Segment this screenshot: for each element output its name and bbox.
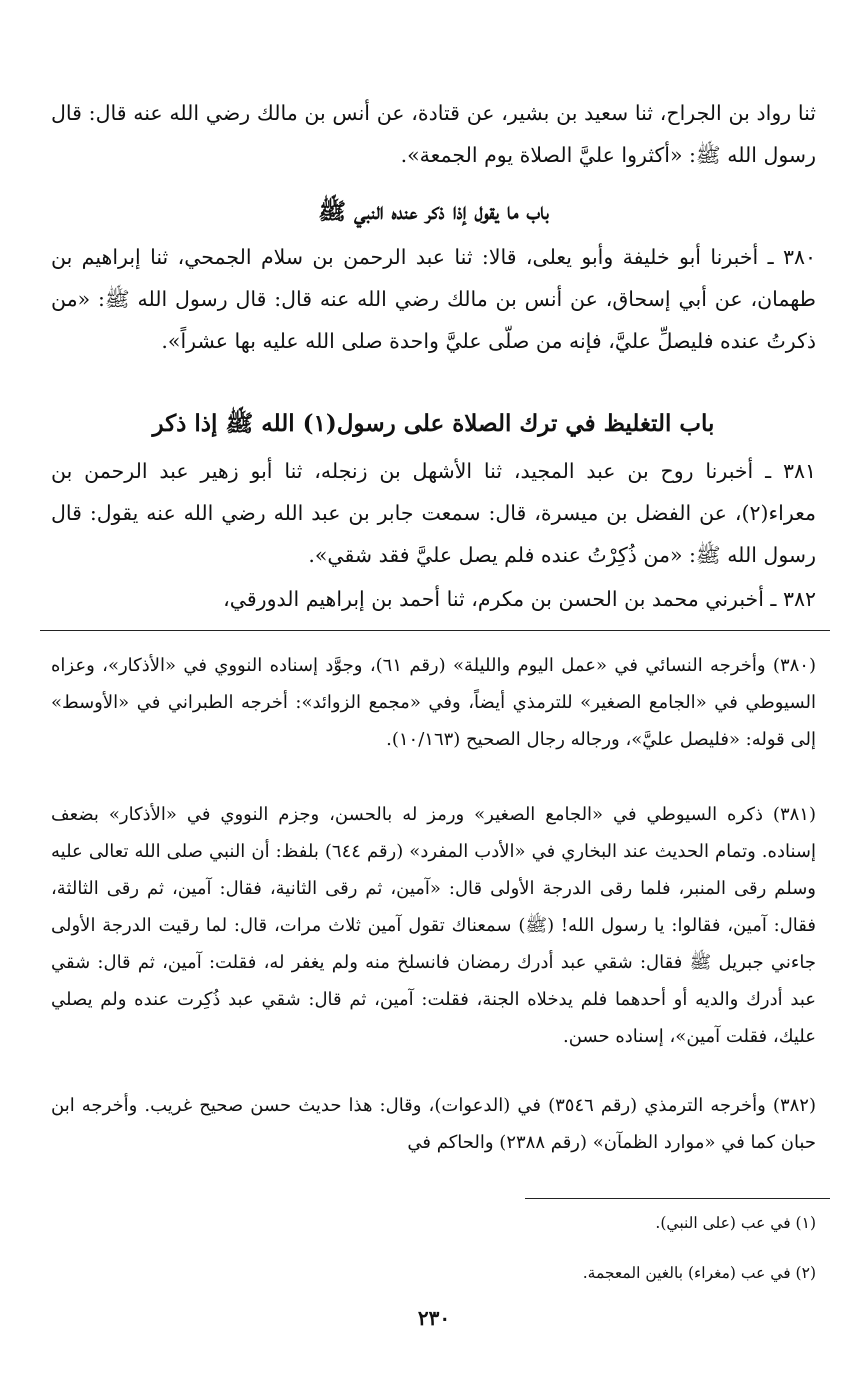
chapter-heading-1: باب ما يقول إذا ذكر عنده النبي ﷺ <box>318 198 549 225</box>
intro-paragraph: ثنا رواد بن الجراح، ثنا سعيد بن بشير، عن قتادة، عن أنس بن مالك رضي الله عنه قال: قال رسول الله ﷺ: «أكثروا عليَّ الصلاة يوم الجمعة». <box>51 101 816 167</box>
hadith-382: ٣٨٢ ـ أخبرني محمد بن الحسن بن مكرم، ثنا أحمد بن إبراهيم الدورقي، <box>223 587 816 611</box>
footnote-2: (٢) في عب (مغراء) بالغين المعجمة. <box>582 1264 816 1282</box>
page-number: ٢٣٠ <box>417 1306 451 1330</box>
note-381: (٣٨١) ذكره السيوطي في «الجامع الصغير» ورمز له بالحسن، وجزم النووي في «الأذكار» بضعف إسناده. وتمام الحديث عند البخاري في «الأدب المفرد» (رقم ٦٤٤) بلفظ: أن النبي صلى الله تعالى عليه وسلم رقى المنبر، فلما رقى الدرجة الأولى قال: «آمين، ثم رقى الثانية، فقال: آمين، ثم رقى الثالثة، فقال: آمين، فقالوا: يا رسول الله! (ﷺ) سمعناك تقول آمين ثلاث مرات، قال: لما رقيت الدرجة الأولى جاءني جبريل ﷺ فقال: شقي عبد أدرك رمضان فانسلخ منه ولم يغفر له، فقلت: آمين، ثم قال: شقي عبد أدرك والديه أو أحدهما فلم يدخلاه الجنة، فقلت: آمين، ثم قال: شقي عبد ذُكِرت عنده ولم يصلي عليك، فقلت آمين»، إسناده حسن. <box>51 804 817 1047</box>
hadith-380: ٣٨٠ ـ أخبرنا أبو خليفة وأبو يعلى، قالا: ثنا عبد الرحمن بن سلام الجمحي، ثنا إبراهيم بن طهمان، عن أبي إسحاق، عن أنس بن مالك رضي الله عنه قال: قال رسول الله ﷺ: «من ذكرتُ عنده فليصلِّ عليَّ، فإنه من صلّى عليَّ واحدة صلى الله عليه بها عشراً». <box>51 245 816 353</box>
footnotes-divider <box>525 1198 830 1199</box>
hadith-381: ٣٨١ ـ أخبرنا روح بن عبد المجيد، ثنا الأشهل بن زنجله، ثنا أبو زهير عبد الرحمن بن معراء(٢)، عن الفضل بن ميسرة، قال: سمعت جابر بن عبد الله رضي الله عنه يقول: قال رسول الله ﷺ: «من ذُكِرْتُ عنده فلم يصل عليَّ فقد شقي». <box>51 459 816 567</box>
footnote-1: (١) في عب (على النبي). <box>655 1214 816 1232</box>
note-382: (٣٨٢) وأخرجه الترمذي (رقم ٣٥٤٦) في (الدعوات)، وقال: هذا حديث حسن صحيح غريب. وأخرجه ابن حبان كما في «موارد الظمآن» (رقم ٢٣٨٨) والحاكم في <box>51 1095 816 1153</box>
chapter-heading-2: باب التغليظ في ترك الصلاة على رسول(١) الله ﷺ إذا ذكر <box>152 410 715 437</box>
note-380: (٣٨٠) وأخرجه النسائي في «عمل اليوم والليلة» (رقم ٦١)، وجوَّد إسناده النووي في «الأذكار»، وعزاه السيوطي في «الجامع الصغير» للترمذي أيضاً، وفي «مجمع الزوائد»: أخرجه الطبراني في «الأوسط» إلى قوله: «فليصل عليَّ»، ورجاله رجال الصحيح (١٠/١٦٣). <box>51 655 816 750</box>
notes-divider <box>40 630 830 631</box>
